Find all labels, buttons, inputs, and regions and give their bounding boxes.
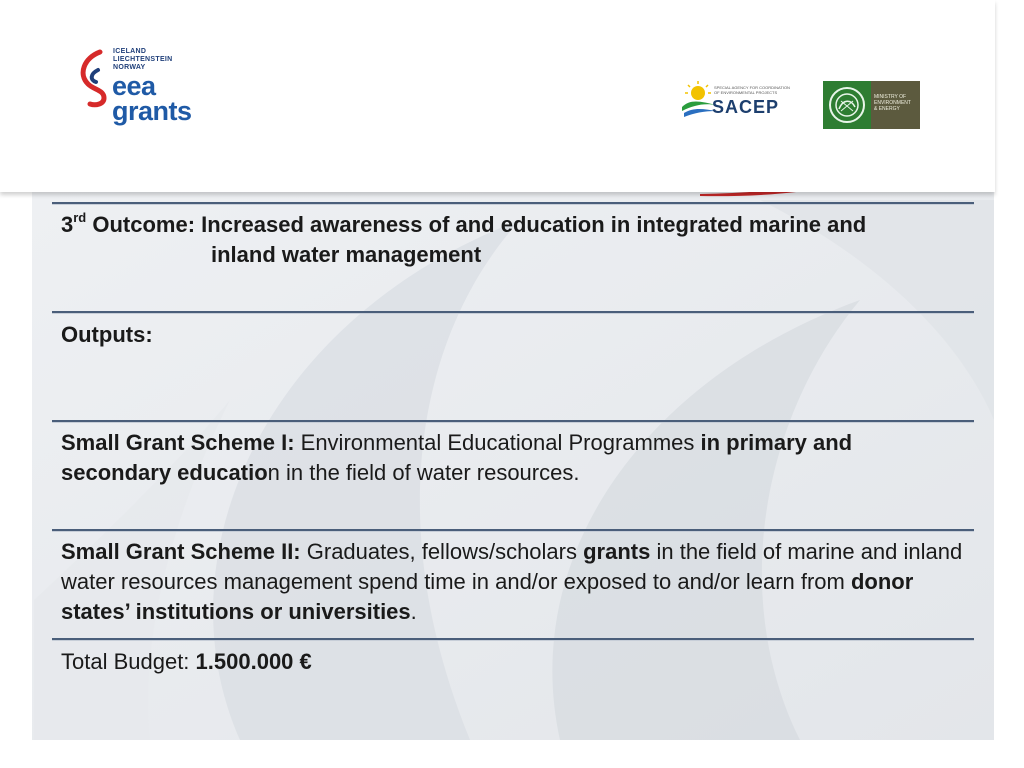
- outcome-line-1: [61, 210, 966, 240]
- separator-line: [52, 420, 974, 422]
- scheme-1-bold-part: in primary and secondary educatio: [61, 430, 853, 485]
- sacep-tagline: [714, 85, 790, 95]
- separator-line: [52, 638, 974, 640]
- separator-line: [52, 529, 974, 531]
- sacep-logo: [680, 75, 792, 123]
- scheme-2-bold-part: donor states’ institutions or universities: [61, 569, 914, 624]
- total-budget-label: Total Budget:: [61, 649, 196, 674]
- ministry-name-line: & ENERGY: [874, 106, 900, 112]
- outcome-label: Outcome:: [86, 212, 202, 237]
- outcome-ordinal: rd: [73, 209, 87, 225]
- scheme-2-bold-part: grants: [583, 539, 651, 564]
- sacep-name: SACEP: [712, 97, 780, 117]
- eea-grants-logo: [78, 46, 218, 136]
- scheme-2-text-part: in the field of marine and inland water resources management spend time in and/or exposed to and/or learn from: [61, 539, 963, 594]
- eea-word: eea: [112, 71, 156, 101]
- separator-line: [52, 202, 974, 204]
- outcome-title-line2: inland water management: [211, 242, 482, 267]
- ministry-name-line: MINISTRY OF: [874, 94, 907, 100]
- sacep-tagline-line: OF ENVIRONMENTAL PROJECTS: [714, 90, 778, 95]
- scheme-2-text-part: .: [410, 599, 417, 624]
- ministry-name-line: ENVIRONMENT: [874, 100, 911, 106]
- eea-countries: [113, 48, 173, 72]
- grants-word: grants: [112, 96, 192, 126]
- scheme-1-text: [61, 428, 966, 488]
- ministry-emblem-icon: [823, 81, 871, 129]
- outcome-title-line1: Increased awareness of and education in integrated marine and: [201, 212, 867, 237]
- eea-swirl-icon: [78, 48, 108, 108]
- header-bar: [0, 0, 995, 192]
- scheme-2-text: [61, 537, 966, 627]
- eea-country: ICELAND: [113, 48, 147, 55]
- scheme-2-text-part: Graduates, fellows/scholars: [300, 539, 584, 564]
- separator-line: [52, 311, 974, 313]
- scheme-1-title: Small Grant Scheme I:: [61, 430, 295, 455]
- sacep-tagline-line: SPECIAL AGENCY FOR COORDINATION: [714, 85, 790, 90]
- outcome-number: 3: [61, 212, 74, 237]
- scheme-2-title: Small Grant Scheme II:: [61, 539, 301, 564]
- total-budget: [61, 647, 966, 677]
- ministry-logo: [823, 81, 920, 129]
- outcome-heading: [61, 210, 966, 270]
- scheme-1-text-part: Environmental Educational Programmes: [294, 430, 701, 455]
- total-budget-value: 1.500.000 €: [195, 649, 312, 674]
- ministry-name: [871, 81, 920, 129]
- scheme-1-text-part: n in the field of water resources.: [267, 460, 580, 485]
- eea-country: LIECHTENSTEIN: [113, 56, 173, 63]
- outputs-label: Outputs:: [61, 322, 153, 347]
- eea-country: NORWAY: [113, 64, 146, 71]
